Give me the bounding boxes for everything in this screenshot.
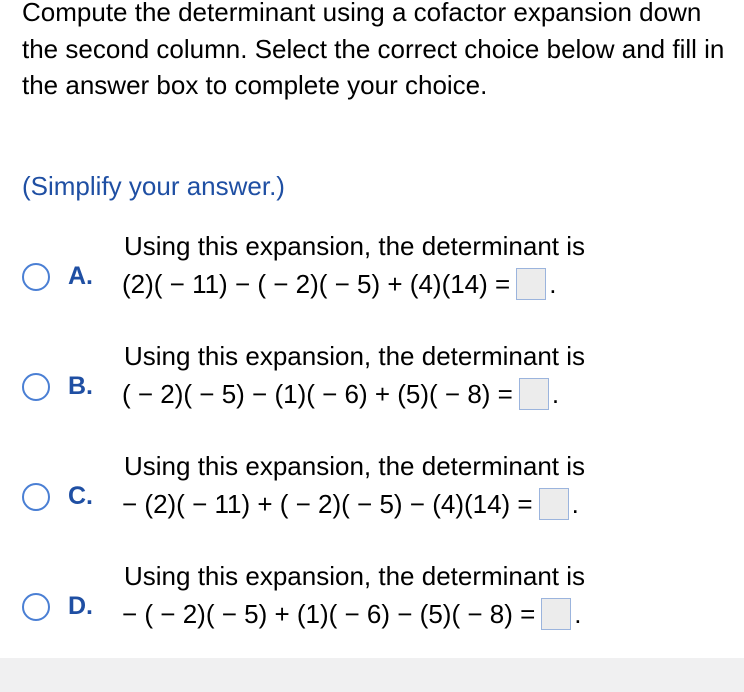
choice-letter-c: C. — [68, 482, 93, 510]
answer-box-c[interactable] — [539, 488, 569, 520]
choice-expression-a: (2)( − 11) − ( − 2)( − 5) + (4)(14) = — [122, 269, 511, 299]
choice-expression-d: − ( − 2)( − 5) + (1)( − 6) − (5)( − 8) = — [122, 599, 536, 629]
choice-expression-line-b — [122, 375, 559, 413]
choice-expression-line-a — [122, 265, 556, 303]
choice-b[interactable] — [22, 338, 734, 434]
radio-button-b[interactable] — [22, 373, 50, 401]
answer-box-a[interactable] — [516, 268, 546, 300]
footer-bar — [0, 658, 744, 692]
simplify-hint: (Simplify your answer.) — [22, 171, 285, 201]
choice-letter-b: B. — [68, 372, 93, 400]
choice-expression-line-c — [122, 485, 579, 523]
radio-button-a[interactable] — [22, 263, 50, 291]
choice-lead-text-c: Using this expansion, the determinant is — [124, 451, 586, 481]
answer-box-b[interactable] — [519, 378, 549, 410]
choice-d[interactable] — [22, 558, 734, 654]
choice-period-d: . — [574, 599, 582, 629]
radio-button-d[interactable] — [22, 593, 50, 621]
choice-lead-text-d: Using this expansion, the determinant is — [124, 561, 586, 591]
choice-lead-text-b: Using this expansion, the determinant is — [124, 341, 586, 371]
radio-button-c[interactable] — [22, 483, 50, 511]
choice-expression-c: − (2)( − 11) + ( − 2)( − 5) − (4)(14) = — [122, 489, 533, 519]
choice-period-b: . — [551, 379, 560, 409]
choice-expression-line-d — [122, 595, 582, 633]
choice-expression-b: ( − 2)( − 5) − (1)( − 6) + (5)( − 8) = — [122, 379, 513, 409]
choice-c[interactable] — [22, 448, 734, 544]
choice-letter-d: D. — [68, 592, 93, 620]
choice-lead-text-a: Using this expansion, the determinant is — [124, 231, 586, 261]
choice-letter-a: A. — [68, 262, 93, 290]
choice-a[interactable] — [22, 228, 734, 324]
question-instructions: Compute the determinant using a cofactor expansion down the second column. Select the correct choice below and fill in the answer box to complete your choice. — [22, 0, 725, 100]
choice-period-c: . — [571, 489, 579, 519]
choice-period-a: . — [549, 269, 557, 299]
answer-box-d[interactable] — [541, 598, 571, 630]
